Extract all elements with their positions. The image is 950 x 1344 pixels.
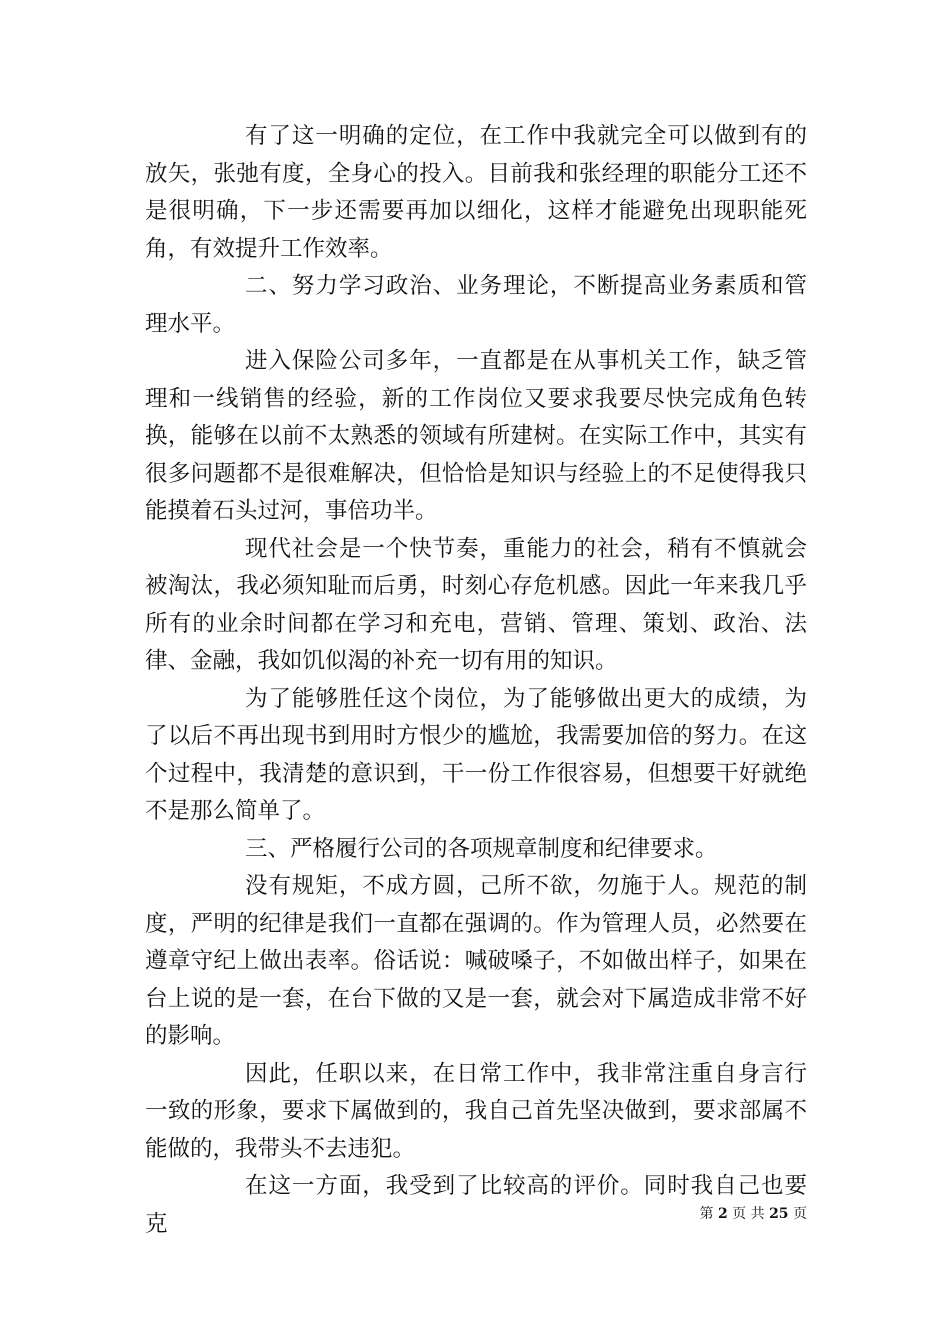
current-page-number: 2	[717, 1206, 728, 1222]
paragraph: 现代社会是一个快节奏，重能力的社会，稍有不慎就会被淘汰，我必须知耻而后勇，时刻心存危机感。因此一年来我几乎所有的业余时间都在学习和充电，营销、管理、策划、政治、法律、金融，我如饥似渴的补充一切有用的知识。	[145, 535, 807, 674]
paragraph: 没有规矩，不成方圆，己所不欲，勿施于人。规范的制度，严明的纪律是我们一直都在强调的。作为管理人员，必然要在遵章守纪上做出表率。俗话说：喊破嗓子，不如做出样子，如果在台上说的是一套，在台下做的又是一套，就会对下属造成非常不好的影响。	[145, 873, 807, 1049]
paragraph: 有了这一明确的定位，在工作中我就完全可以做到有的放矢，张弛有度，全身心的投入。目前我和张经理的职能分工还不是很明确，下一步还需要再加以细化，这样才能避免出现职能死角，有效提升工作效率。	[145, 123, 807, 262]
paragraph: 因此，任职以来，在日常工作中，我非常注重自身言行一致的形象，要求下属做到的，我自己首先坚决做到，要求部属不能做的，我带头不去违犯。	[145, 1060, 807, 1162]
footer-middle: 页 共	[732, 1206, 765, 1222]
paragraph: 进入保险公司多年，一直都是在从事机关工作，缺乏管理和一线销售的经验，新的工作岗位又要求我要尽快完成角色转换，能够在以前不太熟悉的领域有所建树。在实际工作中，其实有很多问题都不是很难解决，但恰恰是知识与经验上的不足使得我只能摸着石头过河，事倍功半。	[145, 348, 807, 524]
footer-suffix: 页	[793, 1206, 807, 1222]
total-page-number: 25	[769, 1206, 789, 1222]
section-heading: 二、努力学习政治、业务理论，不断提高业务素质和管理水平。	[145, 273, 807, 337]
paragraph: 在这一方面，我受到了比较高的评价。同时我自己也要克	[145, 1173, 807, 1237]
footer-prefix: 第	[699, 1206, 714, 1222]
page-number-footer	[700, 1203, 808, 1223]
paragraph: 为了能够胜任这个岗位，为了能够做出更大的成绩，为了以后不再出现书到用时方恨少的尴尬，我需要加倍的努力。在这个过程中，我清楚的意识到，干一份工作很容易，但想要干好就绝不是那么简单了。	[145, 685, 807, 824]
section-heading: 三、严格履行公司的各项规章制度和纪律要求。	[245, 835, 718, 862]
body-text	[145, 118, 807, 1243]
